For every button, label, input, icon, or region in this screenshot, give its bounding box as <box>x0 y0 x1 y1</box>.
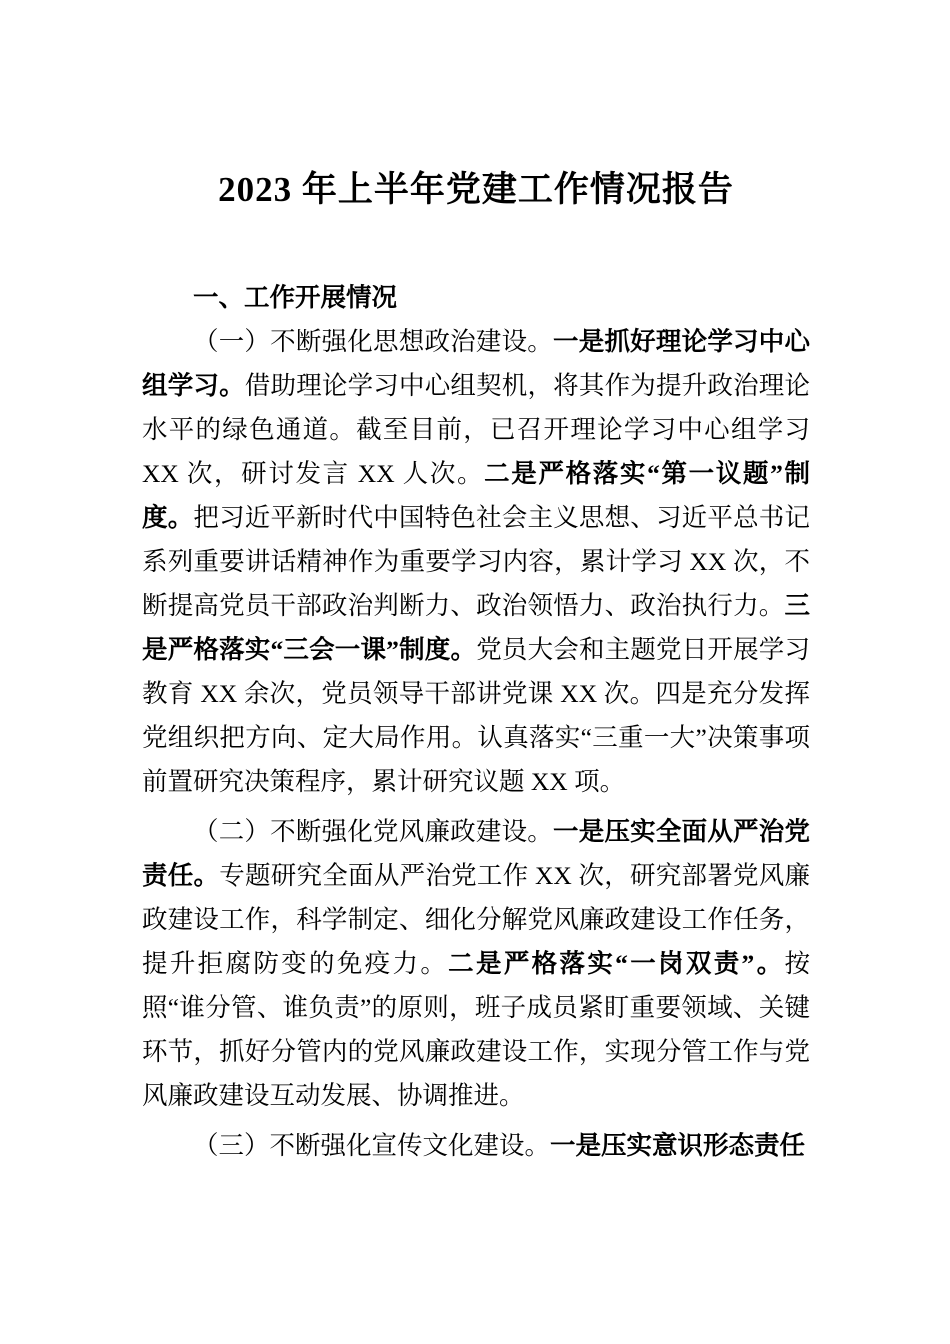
bold-text-run: 二是严格落实“一岗双责”。 <box>448 949 785 978</box>
text-run: （一）不断强化思想政治建设。 <box>193 327 554 356</box>
document-body <box>142 320 810 1168</box>
text-run: 按照“谁分管、谁负责”的原则，班子成员紧盯重要领域、关键环节，抓好分管内的党风廉政建设工作，实现分管工作与党风廉政建设互动发展、协调推进。 <box>142 949 810 1110</box>
section-heading: 一、工作开展情况 <box>193 284 398 312</box>
bold-text-run: 三是严格落实“三会一课”制度。 <box>142 591 810 664</box>
text-run: 借助理论学习中心组契机，将其作为提升政治理论水平的绿色通道。截至目前，已召开理论学习中心组学习 XX 次，研讨发言 XX 人次。 <box>142 371 810 488</box>
bold-text-run: 一是压实全面从严治党责任。 <box>142 817 810 890</box>
paragraph <box>142 810 810 1118</box>
bold-text-run: 一是抓好理论学习中心组学习。 <box>142 327 810 400</box>
text-run: 把习近平新时代中国特色社会主义思想、习近平总书记系列重要讲话精神作为重要学习内容，累计学习 XX 次，不断提高党员干部政治判断力、政治领悟力、政治执行力。 <box>142 503 810 620</box>
bold-text-run: 二是严格落实“第一议题”制度。 <box>142 459 810 532</box>
text-run: （三）不断强化宣传文化建设。 <box>193 1131 551 1160</box>
text-run: 专题研究全面从严治党工作 XX 次，研究部署党风廉政建设工作，科学制定、细化分解党风廉政建设工作任务，提升拒腐防变的免疫力。 <box>142 861 810 978</box>
bold-text-run: 一是压实意识形态责任 <box>550 1131 806 1160</box>
document-title: 2023 年上半年党建工作情况报告 <box>218 170 734 209</box>
text-run: （二）不断强化党风廉政建设。 <box>193 817 554 846</box>
paragraph <box>142 1124 810 1168</box>
paragraph <box>142 320 810 804</box>
text-run: 党员大会和主题党日开展学习教育 XX 余次，党员领导干部讲党课 XX 次。四是充分发挥党组织把方向、定大局作用。认真落实“三重一大”决策事项前置研究决策程序，累计研究议题 XX 项。 <box>142 635 810 796</box>
